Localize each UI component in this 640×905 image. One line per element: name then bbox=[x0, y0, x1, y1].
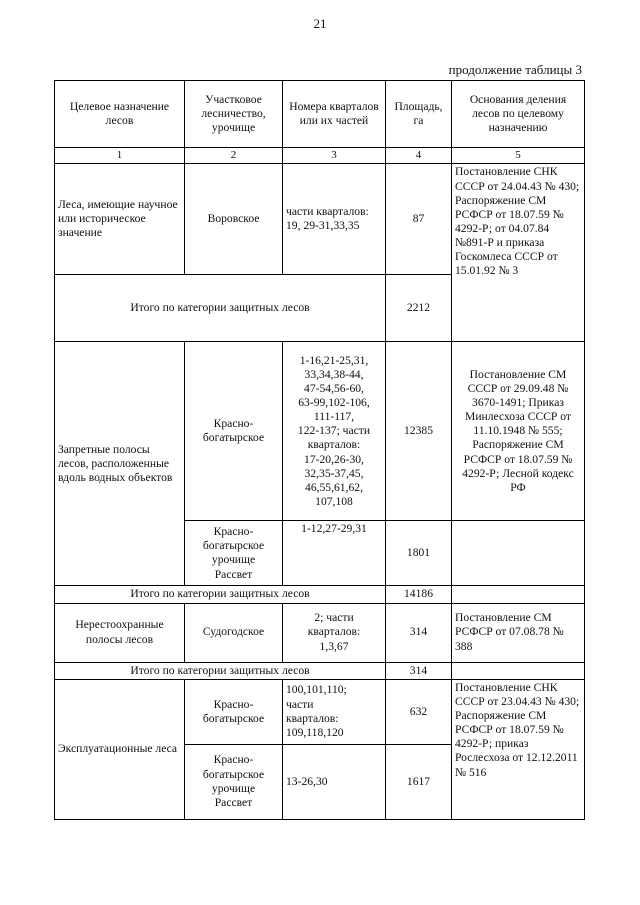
area-cell: 314 bbox=[386, 603, 452, 662]
quarters-cell: части кварталов: 19, 29-31,33,35 bbox=[283, 164, 386, 275]
subtotal-area: 2212 bbox=[386, 275, 452, 342]
area-cell: 12385 bbox=[386, 342, 452, 521]
column-number: 5 bbox=[452, 148, 585, 164]
empty-cell bbox=[452, 662, 585, 679]
quarters-cell: 1-12,27-29,31 bbox=[283, 521, 386, 586]
header-basis: Основания деления лесов по целевому назначению bbox=[452, 81, 585, 148]
column-number: 1 bbox=[55, 148, 185, 164]
header-forestry: Участковое лесничество, урочище bbox=[185, 81, 283, 148]
forestry-cell: Красно- богатырское урочище Рассвет bbox=[185, 521, 283, 586]
page-number: 21 bbox=[313, 16, 327, 31]
purpose-cell: Запретные полосы лесов, расположенные вдоль водных объектов bbox=[55, 342, 185, 586]
purpose-cell: Эксплуатационные леса bbox=[55, 679, 185, 819]
basis-cell: Постановление СНК СССР от 23.04.43 № 430; Распоряжение СМ РСФСР от 18.07.59 № 4292-Р; приказ Рослесхоза от 12.12.2011 № 516 bbox=[452, 679, 585, 819]
table-header-row bbox=[55, 81, 585, 148]
table-continuation-caption: продолжение таблицы 3 bbox=[448, 62, 582, 77]
forestry-cell: Красно- богатырское урочище Рассвет bbox=[185, 744, 283, 819]
empty-cell bbox=[452, 586, 585, 603]
area-cell: 1617 bbox=[386, 744, 452, 819]
column-number-row bbox=[55, 148, 585, 164]
purpose-cell: Нерестоохранные полосы лесов bbox=[55, 603, 185, 662]
area-cell: 87 bbox=[386, 164, 452, 275]
table-row bbox=[55, 342, 585, 521]
subtotal-area: 314 bbox=[386, 662, 452, 679]
column-number: 4 bbox=[386, 148, 452, 164]
forestry-cell: Красно- богатырское bbox=[185, 679, 283, 744]
forestry-cell: Воровское bbox=[185, 164, 283, 275]
quarters-cell: 1-16,21-25,31, 33,34,38-44, 47-54,56-60, 63-99,102-106, 111-117, 122-137; части кварталов: 17-20,26-30, 32,35-37,45, 46,55,61,62, 107,108 bbox=[283, 342, 386, 521]
header-area: Площадь, га bbox=[386, 81, 452, 148]
header-quarters: Номера кварталов или их частей bbox=[283, 81, 386, 148]
quarters-cell: 100,101,110; части кварталов: 109,118,120 bbox=[283, 679, 386, 744]
purpose-cell: Леса, имеющие научное или историческое значение bbox=[55, 164, 185, 275]
table-row bbox=[55, 603, 585, 662]
subtotal-label: Итого по категории защитных лесов bbox=[55, 586, 386, 603]
table-row bbox=[55, 679, 585, 744]
basis-cell: Постановление СМ СССР от 29.09.48 № 3670-1491; Приказ Минлесхоза СССР от 11.10.1948 № 555; Распоряжение СМ РСФСР от 18.07.59 № 4292-Р; Лесной кодекс РФ bbox=[452, 342, 585, 521]
area-cell: 1801 bbox=[386, 521, 452, 586]
column-number: 2 bbox=[185, 148, 283, 164]
area-cell: 632 bbox=[386, 679, 452, 744]
column-number: 3 bbox=[283, 148, 386, 164]
basis-cell: Постановление СМ РСФСР от 07.08.78 № 388 bbox=[452, 603, 585, 662]
subtotal-row bbox=[55, 586, 585, 603]
forestry-cell: Судогодское bbox=[185, 603, 283, 662]
subtotal-row bbox=[55, 662, 585, 679]
forestry-cell: Красно- богатырское bbox=[185, 342, 283, 521]
basis-cell: Постановление СНК СССР от 24.04.43 № 430; Распоряжение СМ РСФСР от 18.07.59 № 4292-Р; от 04.07.84 №891-Р и приказа Госкомлеса СССР от 15.01.92 № 3 bbox=[452, 164, 585, 342]
subtotal-label: Итого по категории защитных лесов bbox=[55, 275, 386, 342]
forest-purpose-table bbox=[54, 80, 585, 820]
quarters-cell: 13-26,30 bbox=[283, 744, 386, 819]
subtotal-area: 14186 bbox=[386, 586, 452, 603]
quarters-cell: 2; части кварталов: 1,3,67 bbox=[283, 603, 386, 662]
header-purpose: Целевое назначение лесов bbox=[55, 81, 185, 148]
table-row bbox=[55, 164, 585, 275]
basis-cell bbox=[452, 521, 585, 586]
subtotal-label: Итого по категории защитных лесов bbox=[55, 662, 386, 679]
